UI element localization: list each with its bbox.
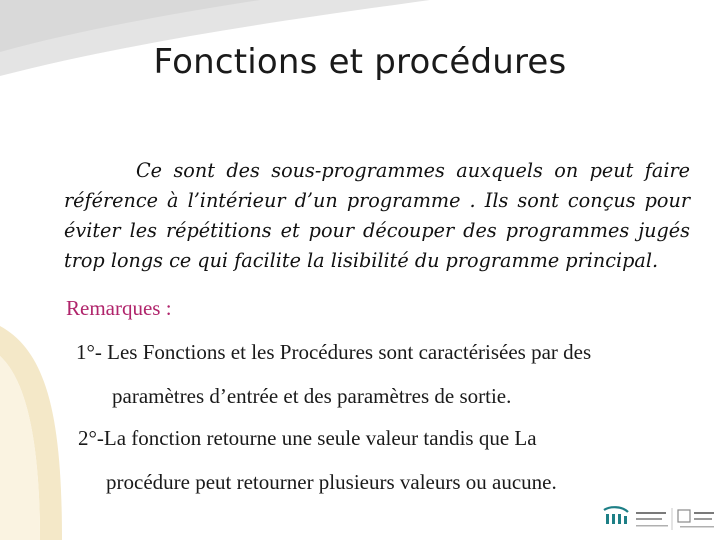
remark-1-line-2: paramètres d’entrée et des paramètres de sortie. [112, 384, 512, 408]
university-logo [600, 504, 716, 536]
logo-mark-bar-4 [624, 516, 627, 524]
logo-text-line-5 [694, 518, 712, 520]
logo-mark-bar-2 [612, 514, 615, 524]
logo-text-line-2 [636, 518, 662, 520]
logo-text-line-4 [694, 512, 714, 514]
logo-mark-arc [604, 507, 628, 512]
intro-paragraph: Ce sont des sous-programmes auxquels on peut faire référence à l’intérieur d’un programme . Ils sont conçus pour éviter les répétitions et pour découper des programmes jugés trop longs ce qui facilite la lisibilité du programme principal. [64, 159, 690, 272]
page-title: Fonctions et procédures [153, 42, 567, 82]
logo-text-line-1 [636, 512, 666, 514]
remark-1-line-1: 1°- Les Fonctions et les Procédures sont caractérisées par des [76, 340, 592, 364]
logo-text-line-3 [636, 525, 668, 527]
logo-mark-bar-1 [606, 514, 609, 524]
remarks-heading: Remarques : [66, 296, 172, 320]
remark-2-line-1: 2°-La fonction retourne une seule valeur tandis que La [78, 426, 537, 450]
remark-2-line-2: procédure peut retourner plusieurs valeurs ou aucune. [106, 470, 557, 494]
logo-building-icon [678, 510, 690, 522]
logo-text-line-6 [680, 526, 714, 528]
logo-mark-bar-3 [618, 514, 621, 524]
